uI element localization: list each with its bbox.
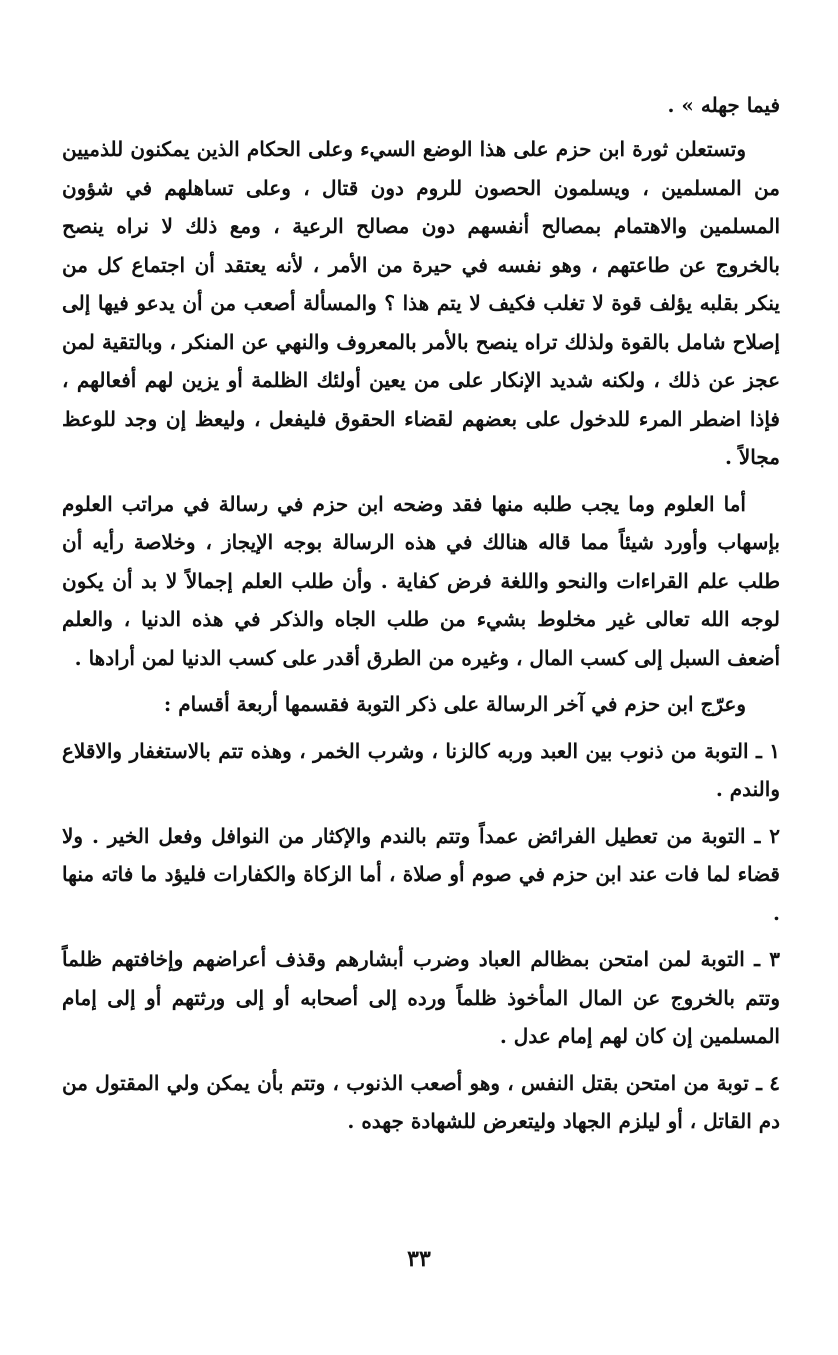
page-number: ٣٣ (407, 1246, 431, 1272)
paragraph-repentance-intro: وعرّج ابن حزم في آخر الرسالة على ذكر التوبة فقسمها أربعة أقسام : (163, 692, 746, 716)
continuation-line: فيما جهله » . (667, 93, 780, 117)
list-item-repentance-4: ٤ ـ توبة من امتحن بقتل النفس ، وهو أصعب الذنوب ، وتتم بأن يمكن ولي المقتول من دم القاتل ، أو ليلزم الجهاد وليتعرض للشهادة جهده . (62, 1070, 780, 1133)
list-item-repentance-3: ٣ ـ التوبة لمن امتحن بمظالم العباد وضرب أبشارهم وقذف أعراضهم وإخافتهم ظلماً وتتم بالخروج عن المال المأخوذ ظلماً ورده إلى أصحابه أو إلى ورثتهم أو إلى إمام المسلمين إن كان لهم إمام عدل . (62, 947, 780, 1048)
paragraph-revolt: وتستعلن ثورة ابن حزم على هذا الوضع السيء وعلى الحكام الذين يمكنون للذميين من المسلمين ، ويسلمون الحصون للروم دون قتال ، وعلى تساهلهم في شؤون المسلمين والاهتمام بمصالح أنفسهم دون مصالح الرعية ، ومع ذلك لا نراه ينصح بالخروج عن طاعتهم ، وهو نفسه في حيرة من الأمر ، لأنه يعتقد أن اجتماع كل من ينكر بقلبه يؤلف قوة لا تغلب فكيف لا يتم هذا ؟ والمسألة أصعب من أن يدعو فيها إلى إصلاح شامل بالقوة ولذلك تراه ينصح بالأمر بالمعروف والنهي عن المنكر ، وبالتقية لمن عجز عن ذلك ، ولكنه شديد الإنكار على من يعين أولئك الظلمة أو يزين لهم أفعالهم ، فإذا اضطر المرء للدخول على بعضهم لقضاء الحقوق فليفعل ، وليعظ إن وجد للوعظ مجالاً . (62, 137, 780, 469)
list-item-repentance-2: ٢ ـ التوبة من تعطيل الفرائض عمداً وتتم بالندم والإكثار من النوافل وفعل الخير . ولا قضاء لما فات عند ابن حزم في صوم أو صلاة ، أما الزكاة والكفارات فليؤد ما فاته منها . (62, 823, 780, 925)
list-item-repentance-1: ١ ـ التوبة من ذنوب بين العبد وربه كالزنا ، وشرب الخمر ، وهذه تتم بالاستغفار والاقلاع والندم . (62, 738, 780, 801)
paragraph-sciences: أما العلوم وما يجب طلبه منها فقد وضحه ابن حزم في رسالة في مراتب العلوم بإسهاب وأورد شيئاً مما قاله هنالك في هذه الرسالة بوجه الإيجاز ، وخلاصة رأيه أن طلب علم القراءات والنحو واللغة فرض كفاية . وأن طلب العلم إجمالاً لا بد أن يكون لوجه الله تعالى غير مخلوط بشيء من طلب الجاه والذكر في هذه الدنيا ، والعلم أضعف السبل إلى كسب المال ، وغيره من الطرق أقدر على كسب الدنيا لمن أرادها . (62, 491, 780, 670)
